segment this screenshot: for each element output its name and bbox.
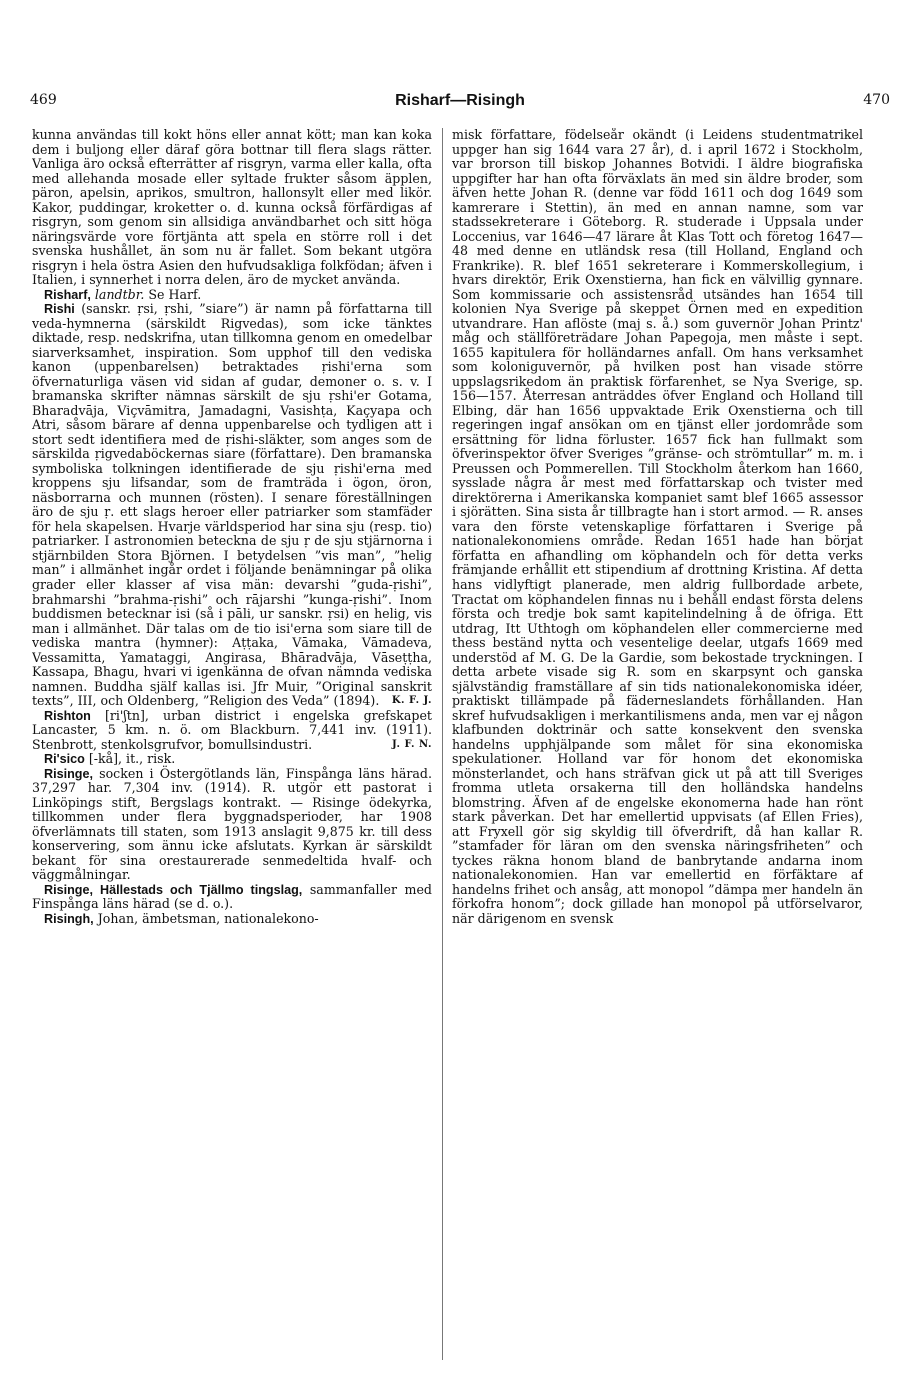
page-number-left: 469 bbox=[30, 92, 57, 108]
running-title: Risharf—Risingh bbox=[395, 92, 525, 109]
signature-rishton: J. F. N. bbox=[392, 738, 432, 750]
headword-risinge: Risinge, bbox=[44, 766, 93, 781]
text-risharf: Se Harf. bbox=[148, 286, 202, 302]
headword-risharf: Risharf, bbox=[44, 287, 91, 302]
text-risinge: socken i Östergötlands län, Finspånga läns härad. 37,297 har. 7,304 inv. (1914). R. utgör ett pastorat i Linköpings stift, Bergslags kontrakt. — Risinge ödekyrka, tillkommen under flera byggnadsperioder, har 1908 öfverlämnats till staten, som 1913 anslagit 9,875 kr. till dess konservering, som ännu icke afslutats. Kyrkan är särskildt bekant för sina orestaurerade senmedeltida hvalf- och väggmålningar. bbox=[32, 765, 432, 883]
headword-rishton: Rishton bbox=[44, 708, 91, 723]
text-rishton: [ri'ʃtn], urban district i engelska grefskapet Lancaster, 5 km. n. ö. om Blackburn. 7,441 inv. (1911). Stenbrott, stenkolsgrufvor, bomullsindustri. bbox=[32, 707, 432, 752]
text-rishi: (sanskr. ṛsi, ṛshi, ”siare”) är namn på författarna till veda-hymnerna (särskildt Rigvedas), som icke tänktes diktade, resp. nedskrifna, utan tillkomna genom en omedelbar siarverksamhet, inspiration. Som upphof till den vediska kanon (uppenbarelsen) betraktades ṛishi'erna som öfvernaturliga väsen vid sidan af gudar, demoner o. s. v. I bramanska skrifter nämnas särskilt de sju ṛshi'er Gotama, Bharadvāja, Viçvāmitra, Jamadagni, Vasishṭa, Kaçyapa och Atri, såsom bärare af denna uppenbarelse och tydligen att i stort sedt identifiera med de ṛishi-släkter, som anges som de särskilda ṛigvedaböckernas siare (författare). Den bramanska symboliska tolkningen identifierade de sju ṛishi'erna med kroppens sju lifsandar, som de framträda i ögon, öron, näsborrarna och munnen (rösten). I senare föreställningen äro de sju ṛ. ett slags heroer eller patriarker som stamfäder för hela skapelsen. Hvarje världsperiod har sina sju (resp. tio) patriarker. I astronomien beteckna de sju ṛ de sju stjärnorna i stjärnbilden Stora Björnen. I betydelsen ”vis man”, ”helig man” i allmänhet ingår ordet i följande benämningar på olika grader eller klasser af visa män: devarshi ”guda-ṛishi”, brahmarshi ”brahma-ṛishi” och rājarshi ”kunga-ṛishi”. Inom buddismen betecknar isi (så i pāli, ur sanskr. ṛsi) en helig, vis man i allmänhet. Där talas om de tio isi'erna som siare till de vediska mantra (hymner): Aṭṭaka, Vāmaka, Vāmadeva, Vessamitta, Yamataggi, Angirasa, Bhāradvāja, Vāseṭṭha, Kassapa, Bhagu, hvari vi igenkänna de ofvan nämnda vediska namnen. Buddha själf kallas isi. Jfr Muir, ”Original sanskrit texts”, III, och Oldenberg, ”Religion des Veda” (1894). bbox=[32, 301, 432, 709]
text-risingh: Johan, ämbetsman, nationalekono- bbox=[97, 910, 319, 926]
headword-risinge-tingslag: Risinge, Hällestads och Tjällmo tingslag, bbox=[44, 882, 303, 897]
entry-risingh-continued: misk författare, födelseår okändt (i Leidens studentmatrikel uppger han sig 1644 vara 27 år), d. i april 1672 i Stockholm, var brorson till biskop Johannes Botvidi. I äldre biografiska uppgifter har han ofta förväxlats än med sin äldre broder, som äfven hette Johan R. (denne var född 1611 och dog 1649 som kamrerare i Stettin), än med en annan namne, som var stadssekreterare i Göteborg. R. studerade i Uppsala under Loccenius, var 1646—47 lärare åt Klas Tott och företog 1647—48 med denne en utländsk resa (till Holland, England och Frankrike). R. blef 1651 sekreterare i Kommerskollegium, i hvars direktör, Erik Oxenstierna, han fick en välvillig gynnare. Som kommissarie och assistensråd utsändes han 1654 till kolonien Nya Sverige på skeppet Örnen med en expedition utvandrare. Han aflöste (maj s. å.) som guvernör Johan Printz' måg och ställföreträdare Johan Papegoja, men måste i sept. 1655 kapitulera för holländarnes anfall. Om hans verksamhet som koloniguvernör, på hvilken post han visade större uppslagsrikedom än praktisk förfarenhet, se Nya Sverige, sp. 156—157. Återresan anträddes öfver England och Holland till Elbing, där han 1656 uppvaktade Erik Oxenstierna och till regeringen ingaf ansökan om en tjänst eller jordområde som ersättning för lidna förluster. 1657 fick han fullmakt som öfverinspektor öfver Sveriges ”gränse- och strömtullar” m. m. i Preussen och Pommerellen. Till Stockholm återkom han 1660, sysslade några år mest med författarskap och tvister med direktörerna i Amerikanska kompaniet samt blef 1665 assessor i sjörätten. Sina sista år tillbragte han i stort armod. — R. anses vara den förste vetenskaplige författaren i Sverige på nationalekonomiens område. Redan 1651 hade han börjat författa en afhandling om köphandeln och för detta verks främjande erhållit ett stipendium af drottning Kristina. Af detta hans vidlyftigt planerade, men aldrig fullbordade arbete, Tractat om köphandelen finnas nu i behåll endast första delens första och tredje bok samt kapitelindelning å de öfriga. Ett utdrag, Itt Uthtogh om köphandelen eller commercierne med thess beständ nytta och vesentelige deelar, utgafs 1669 med understöd af M. G. De la Gardie, som bekostade tryckningen. I detta arbete visade sig R. som en skarpsynt och ganska självständig framställare af sin tids nationalekonomiska idéer, praktiskt tillämpade på fäderneslandets förhållanden. Han skref hufvudsakligen i merkantilismens anda, men var ej någon klafbunden doktrinär och satte konsekvent den svenska handelns upphjälpande som målet för sina ekonomiska spekulationer. Holland var för honom det ekonomiska mönsterlandet, och hans sträfvan gick ut på att till Sveriges fromma utleta orsakerna till den holländska handelns blomstring. Äfven af de engelske ekonomerna hade han rönt stark påverkan. Det har emellertid uppvisats (af Ellen Fries), att Fryxell gör sig skyldig till öfverdrift, då han kallar R. ”stamfader för läran om den svenska näringsfriheten” och tyckes räkna honom bland de banbrytande andarna inom nationalekonomien. Han var emellertid en förfäktare af handelns frihet och ansåg, att monopol ”dämpa mer handeln än förkofra honom”; dock gillade han monopol på utförselvaror, när därigenom en svensk bbox=[452, 128, 863, 926]
headword-rishi: Rishi bbox=[44, 302, 75, 317]
entry-risico bbox=[32, 752, 432, 767]
headword-risingh: Risingh, bbox=[44, 911, 94, 926]
text-risico: [-kå], it., risk. bbox=[88, 751, 176, 767]
entry-rishi bbox=[32, 302, 432, 708]
entry-ris-continued: kunna användas till kokt höns eller annat kött; man kan koka dem i buljong eller däraf göra bottnar till flera slags rätter. Vanliga äro också efterrätter af risgryn, varma eller kalla, ofta med allehanda mosade eller syltade frukter såsom äpplen, päron, apelsin, aprikos, smultron, hallonsylt eller med likör. Kakor, puddingar, kroketter o. d. kunna också förfärdigas af risgryn, som genom sin allsidiga användbarhet och sitt höga näringsvärde vore förtjänta att spela en större roll i det svenska hushållet, än som nu är fallet. Som bekant utgöra risgryn i hela östra Asien den hufvudsakliga folkfödan; äfven i Italien, i synnerhet i norra delen, äro de mycket använda. bbox=[32, 128, 432, 288]
entry-risinge-tingslag bbox=[32, 883, 432, 912]
headword-risico: Ri'sico bbox=[44, 752, 85, 767]
text-risinge-tingslag: sammanfaller med Finspånga läns härad (se d. o.). bbox=[32, 881, 432, 912]
entry-risharf bbox=[32, 288, 432, 303]
right-column bbox=[452, 128, 863, 1363]
page-number-right: 470 bbox=[863, 92, 890, 108]
signature-rishi: K. F. J. bbox=[391, 695, 432, 707]
entry-rishton bbox=[32, 709, 432, 753]
entry-risinge bbox=[32, 767, 432, 883]
page-header bbox=[30, 92, 890, 116]
abbr-risharf: landtbr. bbox=[94, 286, 145, 302]
column-divider bbox=[442, 128, 443, 1360]
entry-risingh bbox=[32, 912, 432, 927]
left-column bbox=[32, 128, 432, 1363]
